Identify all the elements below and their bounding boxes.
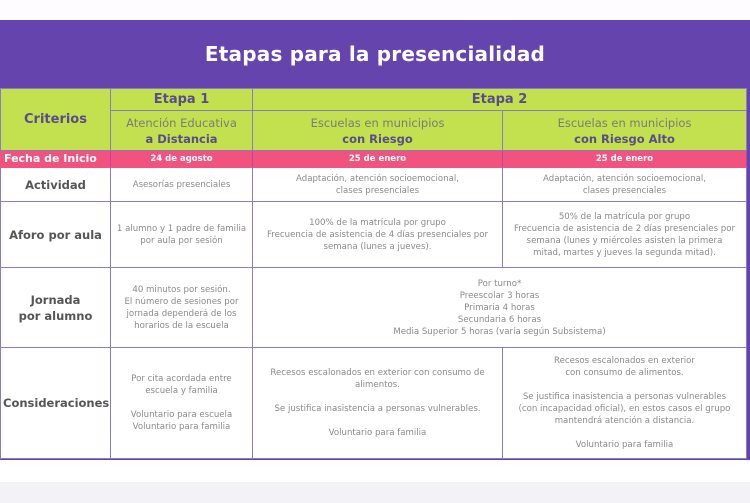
fecha-col3: 25 de enero (503, 151, 747, 168)
jornada-label: Jornada por alumno (1, 268, 111, 348)
consideraciones-col3: Recesos escalonados en exterior con consumo de alimentos. Se justifica inasistencia a personas vulnerables (con incapacidad oficial), en estos casos el grupo mantendrá atención a distancia. Voluntario para familia (503, 348, 747, 459)
actividad-col3: Adaptación, atención socioemocional, clases presenciales (503, 168, 747, 202)
aforo-col1: 1 alumno y 1 padre de familia por aula por sesión (111, 202, 253, 268)
stages-table (0, 88, 747, 459)
aforo-row (1, 202, 747, 268)
jornada-col1: 40 minutos por sesión. El número de sesiones por jornada dependerá de los horarios de la escuela (111, 268, 253, 348)
fecha-col1: 24 de agosto (111, 151, 253, 168)
subheader-row (1, 111, 747, 151)
etapa2-header: Etapa 2 (253, 89, 747, 111)
consideraciones-col2: Recesos escalonados en exterior con consumo de alimentos. Se justifica inasistencia a personas vulnerables. Voluntario para familia (253, 348, 503, 459)
actividad-col2: Adaptación, atención socioemocional, clases presenciales (253, 168, 503, 202)
col2-header: Escuelas en municipios con Riesgo (253, 111, 503, 151)
actividad-label: Actividad (1, 168, 111, 202)
col1-header: Atención Educativa a Distancia (111, 111, 253, 151)
aforo-label: Aforo por aula (1, 202, 111, 268)
aforo-col3: 50% de la matrícula por grupo Frecuencia de asistencia de 2 días presenciales por semana (lunes y miércoles asisten la primera mitad, martes y jueves la segunda mitad). (503, 202, 747, 268)
etapa1-header: Etapa 1 (111, 89, 253, 111)
jornada-row (1, 268, 747, 348)
fecha-label: Fecha de Inicio (1, 151, 111, 168)
aforo-col2: 100% de la matrícula por grupo Frecuencia de asistencia de 4 días presenciales por semana (lunes a jueves). (253, 202, 503, 268)
fecha-col2: 25 de enero (253, 151, 503, 168)
top-margin (0, 0, 750, 20)
consideraciones-col1: Por cita acordada entre escuela y familia Voluntario para escuela Voluntario para familia (111, 348, 253, 459)
fecha-row (1, 151, 747, 168)
bottom-margin (0, 482, 750, 503)
actividad-row (1, 168, 747, 202)
consideraciones-row (1, 348, 747, 459)
criterios-header: Criterios (1, 89, 111, 151)
col3-header: Escuelas en municipios con Riesgo Alto (503, 111, 747, 151)
jornada-col23: Por turno* Preescolar 3 horas Primaria 4 horas Secundaria 6 horas Media Superior 5 horas (varía según Subsistema) (253, 268, 747, 348)
consideraciones-label: Consideraciones (1, 348, 111, 459)
actividad-col1: Asesorías presenciales (111, 168, 253, 202)
stage-header-row (1, 89, 747, 111)
page-title: Etapas para la presencialidad (204, 42, 546, 66)
